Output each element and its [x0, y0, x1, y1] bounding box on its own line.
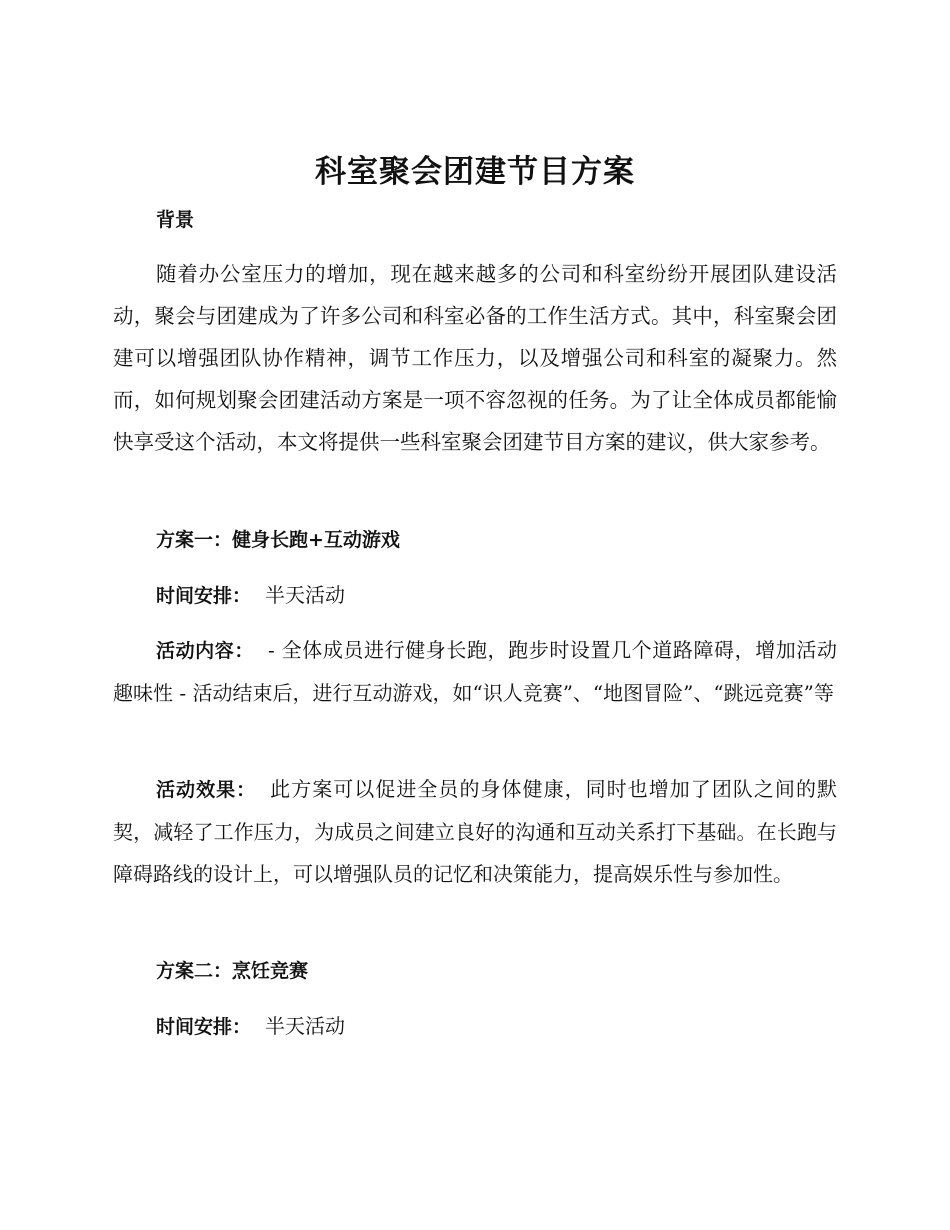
plan1-effect-label: 活动效果：: [156, 779, 257, 801]
plan1-effect-row: [113, 768, 837, 895]
plan1-heading: 方案一：健身长跑+互动游戏: [156, 529, 400, 551]
plan2-time-value: 半天活动: [265, 1014, 346, 1038]
plan2-time-row: [113, 1005, 837, 1048]
background-paragraph: 随着办公室压力的增加，现在越来越多的公司和科室纷纷开展团队建设活动，聚会与团建成为了许多公司和科室必备的工作生活方式。其中，科室聚会团建可以增强团队协作精神，调节工作压力，以及增强公司和科室的凝聚力。然而，如何规划聚会团建活动方案是一项不容忽视的任务。为了让全体成员都能愉快享受这个活动，本文将提供一些科室聚会团建节目方案的建议，供大家参考。: [113, 262, 837, 454]
background-heading: 背景: [156, 209, 195, 231]
plan1-content-value: - 全体成员进行健身长跑，跑步时设置几个道路障碍，增加活动趣味性 - 活动结束后，进行互动游戏，如“识人竞赛”、“地图冒险”、“跳远竞赛”等: [113, 638, 837, 705]
plan1-time-value: 半天活动: [265, 583, 346, 607]
plan1-content-label: 活动内容：: [156, 640, 254, 662]
plan1-content-row: [113, 629, 837, 714]
plan2-heading: 方案二：烹饪竞赛: [156, 960, 309, 982]
plan1-effect-value: 此方案可以促进全员的身体健康，同时也增加了团队之间的默契，减轻了工作压力，为成员之间建立良好的沟通和互动关系打下基础。在长跑与障碍路线的设计上，可以增强队员的记忆和决策能力，提高娱乐性与参加性。: [113, 777, 837, 886]
plan2-time-label: 时间安排：: [156, 1016, 252, 1038]
plan1-time-label: 时间安排：: [156, 585, 252, 607]
plan1-time-row: [113, 574, 837, 617]
document-title: 科室聚会团建节目方案: [315, 154, 635, 190]
